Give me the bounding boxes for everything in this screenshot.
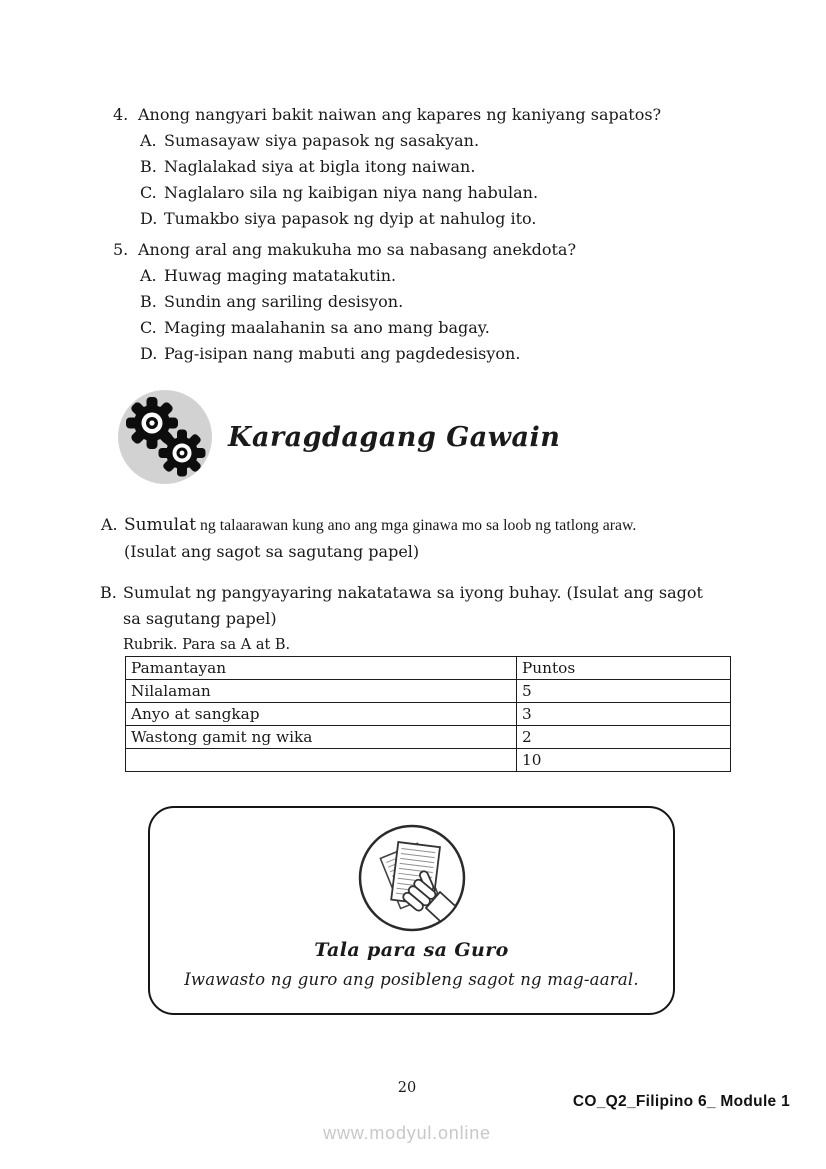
rubric-cell: 10: [517, 749, 731, 772]
watermark: www.modyul.online: [323, 1123, 491, 1143]
choice-letter: B.: [140, 292, 157, 311]
activity-a-lead: Sumulat: [124, 515, 197, 535]
activity-letter: B.: [100, 583, 117, 602]
activity-a-rest: ng talaarawan kung ano ang mga ginawa mo sa loob ng tatlong araw.: [196, 517, 637, 534]
question-text: Anong aral ang makukuha mo sa nabasang anekdota?: [138, 240, 577, 259]
rubric-total-row: [126, 749, 731, 772]
rubric-row: [126, 703, 731, 726]
papers-in-hand-icon: [356, 822, 468, 934]
section-title: Karagdagang Gawain: [228, 421, 561, 453]
choice: [140, 180, 661, 206]
rubric-row: [126, 680, 731, 703]
activity-a-line1: [124, 512, 636, 539]
activity-b: [100, 580, 703, 658]
rubric-cell: 2: [517, 726, 731, 749]
choice-text: Pag-isipan nang mabuti ang pagdedesisyon.: [164, 344, 521, 363]
note-title: Tala para sa Guro: [314, 939, 509, 961]
choice-text: Naglalakad siya at bigla itong naiwan.: [164, 157, 476, 176]
choice: [140, 289, 576, 315]
rubric-header-row: [126, 657, 731, 680]
gears-icon: [118, 390, 212, 484]
rubric-label: Rubrik. Para sa A at B.: [123, 637, 291, 653]
question-5: [113, 237, 576, 367]
rubric-table: [125, 656, 731, 772]
section-header: [118, 390, 560, 484]
rubric-row: [126, 726, 731, 749]
choice-text: Sundin ang sariling desisyon.: [164, 292, 404, 311]
choice-text: Maging maalahanin sa ano mang bagay.: [164, 318, 490, 337]
question-5-stem: [113, 237, 576, 263]
choice-letter: C.: [140, 318, 157, 337]
question-4-choices: [140, 128, 661, 232]
activity-a-line2: (Isulat ang sagot sa sagutang papel): [124, 542, 420, 561]
rubric-cell: 5: [517, 680, 731, 703]
choice-text: Sumasayaw siya papasok ng sasakyan.: [164, 131, 480, 150]
rubric-cell: Nilalaman: [126, 680, 517, 703]
question-number: 5.: [113, 240, 129, 259]
choice: [140, 341, 576, 367]
page-number: 20: [397, 1080, 417, 1096]
activity-a-text: [124, 512, 636, 565]
rubric-header-pamantayan: Pamantayan: [126, 657, 517, 680]
question-4-stem: [113, 102, 661, 128]
rubric-header-puntos: Puntos: [517, 657, 731, 680]
choice-letter: B.: [140, 157, 157, 176]
teacher-note-box: [148, 806, 675, 1015]
choice-letter: D.: [140, 344, 158, 363]
choice-text: Tumakbo siya papasok ng dyip at nahulog ito.: [164, 209, 537, 228]
choice-text: Naglalaro sila ng kaibigan niya nang habulan.: [164, 183, 539, 202]
question-5-choices: [140, 263, 576, 367]
question-number: 4.: [113, 105, 129, 124]
choice: [140, 154, 661, 180]
note-icon-wrap: [150, 822, 673, 938]
activity-b-line1: Sumulat ng pangyayaring nakatatawa sa iyong buhay. (Isulat ang sagot: [123, 583, 703, 602]
choice: [140, 315, 576, 341]
choice: [140, 128, 661, 154]
choice-letter: C.: [140, 183, 157, 202]
rubric-cell: Wastong gamit ng wika: [126, 726, 517, 749]
choice-letter: D.: [140, 209, 158, 228]
question-4: [113, 102, 661, 232]
activity-a: [101, 512, 636, 565]
activity-b-line2: sa sagutang papel): [123, 609, 277, 628]
rubric-cell: [126, 749, 517, 772]
choice-text: Huwag maging matatakutin.: [164, 266, 397, 285]
choice: [140, 206, 661, 232]
choice: [140, 263, 576, 289]
activity-letter: A.: [101, 515, 118, 534]
choice-letter: A.: [140, 131, 157, 150]
note-body: Iwawasto ng guro ang posibleng sagot ng mag-aaral.: [184, 970, 639, 989]
activity-b-text: [123, 580, 703, 658]
question-text: Anong nangyari bakit naiwan ang kapares ng kaniyang sapatos?: [138, 105, 662, 124]
choice-letter: A.: [140, 266, 157, 285]
rubric-cell: 3: [517, 703, 731, 726]
module-label: CO_Q2_Filipino 6_ Module 1: [572, 1093, 790, 1110]
rubric-cell: Anyo at sangkap: [126, 703, 517, 726]
